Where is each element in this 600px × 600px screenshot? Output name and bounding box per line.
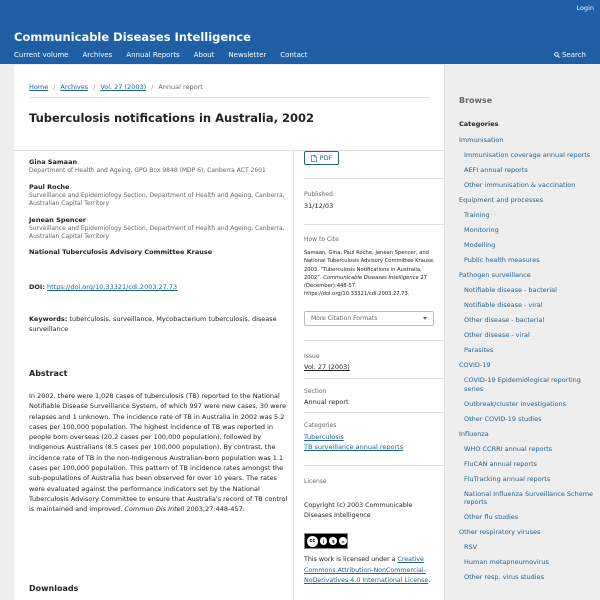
author-affiliation: Surveillance and Epidemiology Section, Department of Health and Ageing, Canberra, Australian Capital Territory (29, 191, 285, 207)
sidebar-category-link[interactable]: Pathogen surveillance (459, 271, 531, 279)
breadcrumb (29, 83, 203, 91)
keywords-label: Keywords: (29, 315, 68, 323)
divider (304, 340, 445, 341)
divider (304, 378, 445, 379)
sidebar-subcategory-link[interactable]: Outbreak/cluster investigations (464, 399, 567, 408)
sidebar-subcategory-link[interactable]: Other COVID-19 studies (464, 414, 542, 423)
abstract-body: In 2002, there were 1,028 cases of tuberculosis (TB) reported to the National Notifiable Disease Surveillance System, of which 997 were new cases, 30 were relapses and 1 unknown. The incidence rate of TB in Australia in 2002 was 5.2 cases per 100,000 population. The highest incidence of TB was reported in people born overseas (20.2 cases per 100,000 population), followed by Indigenous Australians (8.5 cases per 100,000 population). By contrast, the incidence rate of TB in the non-Indigenous Australian-born population was 1.1 cases per 100,000 population. This pattern of TB incidence rates amongst the sub-populations of Australia has been observed for over 10 years. The rates were evaluated against the performance indicators set by the National Tuberculosis Advisory Committee to ensure that Australia's record of TB control is maintained and improved. (29, 392, 288, 514)
author-organization: National Tuberculosis Advisory Committee Krause (29, 247, 213, 256)
sidebar-category-link[interactable]: Immunisation (459, 136, 504, 144)
divider (304, 224, 445, 225)
breadcrumb-separator: / (151, 83, 154, 91)
search-icon (554, 52, 560, 58)
cc-license-badge[interactable] (304, 533, 348, 549)
attribution-icon: i (320, 537, 328, 545)
site-header (0, 0, 600, 64)
sidebar-subcategory-link[interactable]: Other flu studies (464, 513, 519, 521)
issue-label: Issue (304, 353, 320, 360)
abstract-text (29, 391, 291, 515)
divider (304, 465, 445, 466)
sidebar-subcategory-link[interactable]: Public health measures (464, 256, 540, 264)
search-button[interactable] (554, 51, 586, 59)
category-link-tb-surveillance[interactable]: TB surveillance annual reports (304, 443, 404, 451)
breadcrumb-volume[interactable]: Vol. 27 (2003) (100, 83, 147, 91)
license-note-prefix: This work is licensed under a (304, 556, 396, 563)
nav-newsletter[interactable]: Newsletter (228, 51, 267, 59)
author-name: Jenean Spencer (29, 215, 86, 224)
sidebar-subcategory-link[interactable]: Monitoring (464, 226, 499, 234)
chevron-down-icon (423, 317, 427, 320)
browse-heading: Browse (459, 96, 493, 105)
abstract-citation-tail: 2003;27:448-457. (186, 505, 245, 514)
keywords (29, 314, 291, 334)
sidebar-subcategory-link[interactable]: Other resp. virus studies (464, 573, 544, 581)
sidebar-subcategory-link[interactable]: Training (464, 211, 490, 219)
nav-current-volume[interactable]: Current volume (14, 51, 69, 59)
citation-tail: 27 (December):448-57. https://doi.org/10.33321/cdi.2003.27.73. (304, 274, 427, 298)
author (29, 157, 291, 176)
category-link-tuberculosis[interactable]: Tuberculosis (304, 433, 344, 441)
nav-annual-reports[interactable]: Annual Reports (126, 51, 180, 59)
column-divider (293, 150, 294, 600)
pdf-label: PDF (319, 154, 333, 162)
sidebar-category-link[interactable]: Other respiratory viruses (459, 528, 541, 536)
license-note (304, 555, 436, 587)
categories-heading: Categories (459, 120, 499, 128)
sidebar-category-link[interactable]: COVID-19 (459, 361, 491, 369)
login-link[interactable]: Login (576, 4, 594, 12)
nav-about[interactable]: About (193, 51, 215, 59)
sidebar-subcategory-link[interactable]: Immunisation coverage annual reports (464, 151, 591, 159)
abstract-citation: Commun Dis Intell (124, 505, 185, 514)
license-link[interactable]: Creative Commons Attribution-NonCommercial-NoDerivatives 4.0 International License (304, 556, 429, 584)
sidebar-subcategory-link[interactable]: Notifiable disease - bacterial (464, 286, 557, 294)
site-title[interactable]: Communicable Diseases Intelligence (14, 30, 251, 44)
article-categories (304, 432, 403, 452)
breadcrumb-archives[interactable]: Archives (60, 83, 89, 91)
copyright-text: Copyright (c) 2003 Communicable Diseases Intelligence (304, 502, 413, 519)
author-affiliation: Department of Health and Ageing, GPO Box 9848 (MDP 6), Canberra ACT 2601 (29, 167, 266, 174)
author (29, 215, 291, 242)
author-affiliation: Surveillance and Epidemiology Section, Department of Health and Ageing, Canberra, Australian Capital Territory (29, 224, 285, 240)
citation-formats-label: More Citation Formats (311, 315, 378, 322)
nav-archives[interactable]: Archives (82, 51, 113, 59)
sidebar-subcategory-link[interactable]: Other disease - bacterial (464, 316, 545, 324)
license-note-suffix: . (428, 577, 431, 584)
sidebar-subcategory-link[interactable]: AEFI annual reports (464, 166, 528, 174)
sidebar-subcategory-link[interactable]: COVID-19 Epidemiological reporting series (464, 376, 581, 393)
sidebar-subcategory-link[interactable]: Other immunisation & vaccination (464, 181, 576, 189)
sidebar-subcategory-link[interactable]: Modelling (464, 241, 496, 249)
sidebar (445, 65, 600, 600)
sidebar-subcategory-link[interactable]: RSV (464, 543, 478, 551)
divider (14, 150, 445, 151)
citation-body: Samaan, Gina, Paul Roche, Jenean Spencer, and National Tuberculosis Advisory Committee Krause. 2003. “Tuberculosis Notifications in Australia, 2002”. (304, 250, 435, 281)
divider (304, 412, 445, 413)
breadcrumb-home[interactable]: Home (29, 83, 49, 91)
article-main (14, 65, 445, 600)
sidebar-subcategory-link[interactable]: Parasites (464, 346, 494, 354)
issue-link[interactable]: Vol. 27 (2003) (304, 363, 350, 371)
doi-link[interactable]: https://doi.org/10.33321/cdi.2003.27.73 (47, 283, 178, 291)
author-name: Gina Samaan (29, 158, 78, 166)
keywords-value: tuberculosis, surveillance, Mycobacterium tuberculosis, disease surveillance (29, 315, 277, 333)
citation-journal: Communicable Diseases Intelligence (323, 274, 419, 281)
breadcrumb-separator: / (53, 83, 56, 91)
nav-contact[interactable]: Contact (280, 51, 308, 59)
doi (29, 283, 177, 291)
main-nav (14, 51, 308, 59)
category-list (459, 136, 597, 588)
downloads-heading: Downloads (29, 584, 79, 593)
sidebar-subcategory-link[interactable]: Other disease - viral (464, 331, 530, 339)
breadcrumb-separator: / (93, 83, 96, 91)
published-date: 31/12/03 (304, 202, 334, 210)
author (29, 182, 291, 209)
license-label: License (304, 478, 327, 485)
sidebar-subcategory-link[interactable]: Human metapneumovirus (464, 558, 549, 566)
noncommercial-icon: $ (329, 537, 337, 545)
categories-label: Categories (304, 422, 337, 429)
sidebar-category-link[interactable]: Equipment and processes (459, 196, 544, 204)
sidebar-subcategory-link[interactable]: FluCAN annual reports (464, 459, 538, 468)
abstract-heading: Abstract (29, 369, 68, 378)
sidebar-subcategory-link[interactable]: National Influenza Surveillance Scheme reports (464, 489, 594, 506)
author-name: Paul Roche (29, 182, 70, 191)
sidebar-subcategory-link[interactable]: WHO CCRRI annual reports (464, 444, 553, 453)
sidebar-subcategory-link[interactable]: FluTracking annual reports (464, 474, 551, 483)
divider (304, 178, 445, 179)
creative-commons-icon: cc (307, 536, 318, 547)
cite-label: How to Cite (304, 236, 339, 243)
article-entry (29, 157, 291, 256)
noderivatives-icon: = (339, 537, 347, 545)
doi-label: DOI: (29, 283, 45, 291)
sidebar-subcategory-link[interactable]: Notifiable disease - viral (464, 301, 543, 309)
citation-text (304, 249, 436, 299)
section-label: Section (304, 388, 327, 395)
search-label: Search (561, 51, 586, 59)
pdf-download-button[interactable] (304, 151, 339, 165)
article-title: Tuberculosis notifications in Australia, 2002 (29, 111, 314, 125)
sidebar-category-link[interactable]: Influenza (459, 429, 489, 438)
breadcrumb-current: Annual report (158, 83, 203, 91)
divider (29, 97, 430, 98)
file-icon (311, 155, 317, 162)
published-label: Published (304, 191, 333, 198)
citation-formats-dropdown[interactable] (304, 311, 434, 326)
section-value: Annual report (304, 398, 349, 406)
